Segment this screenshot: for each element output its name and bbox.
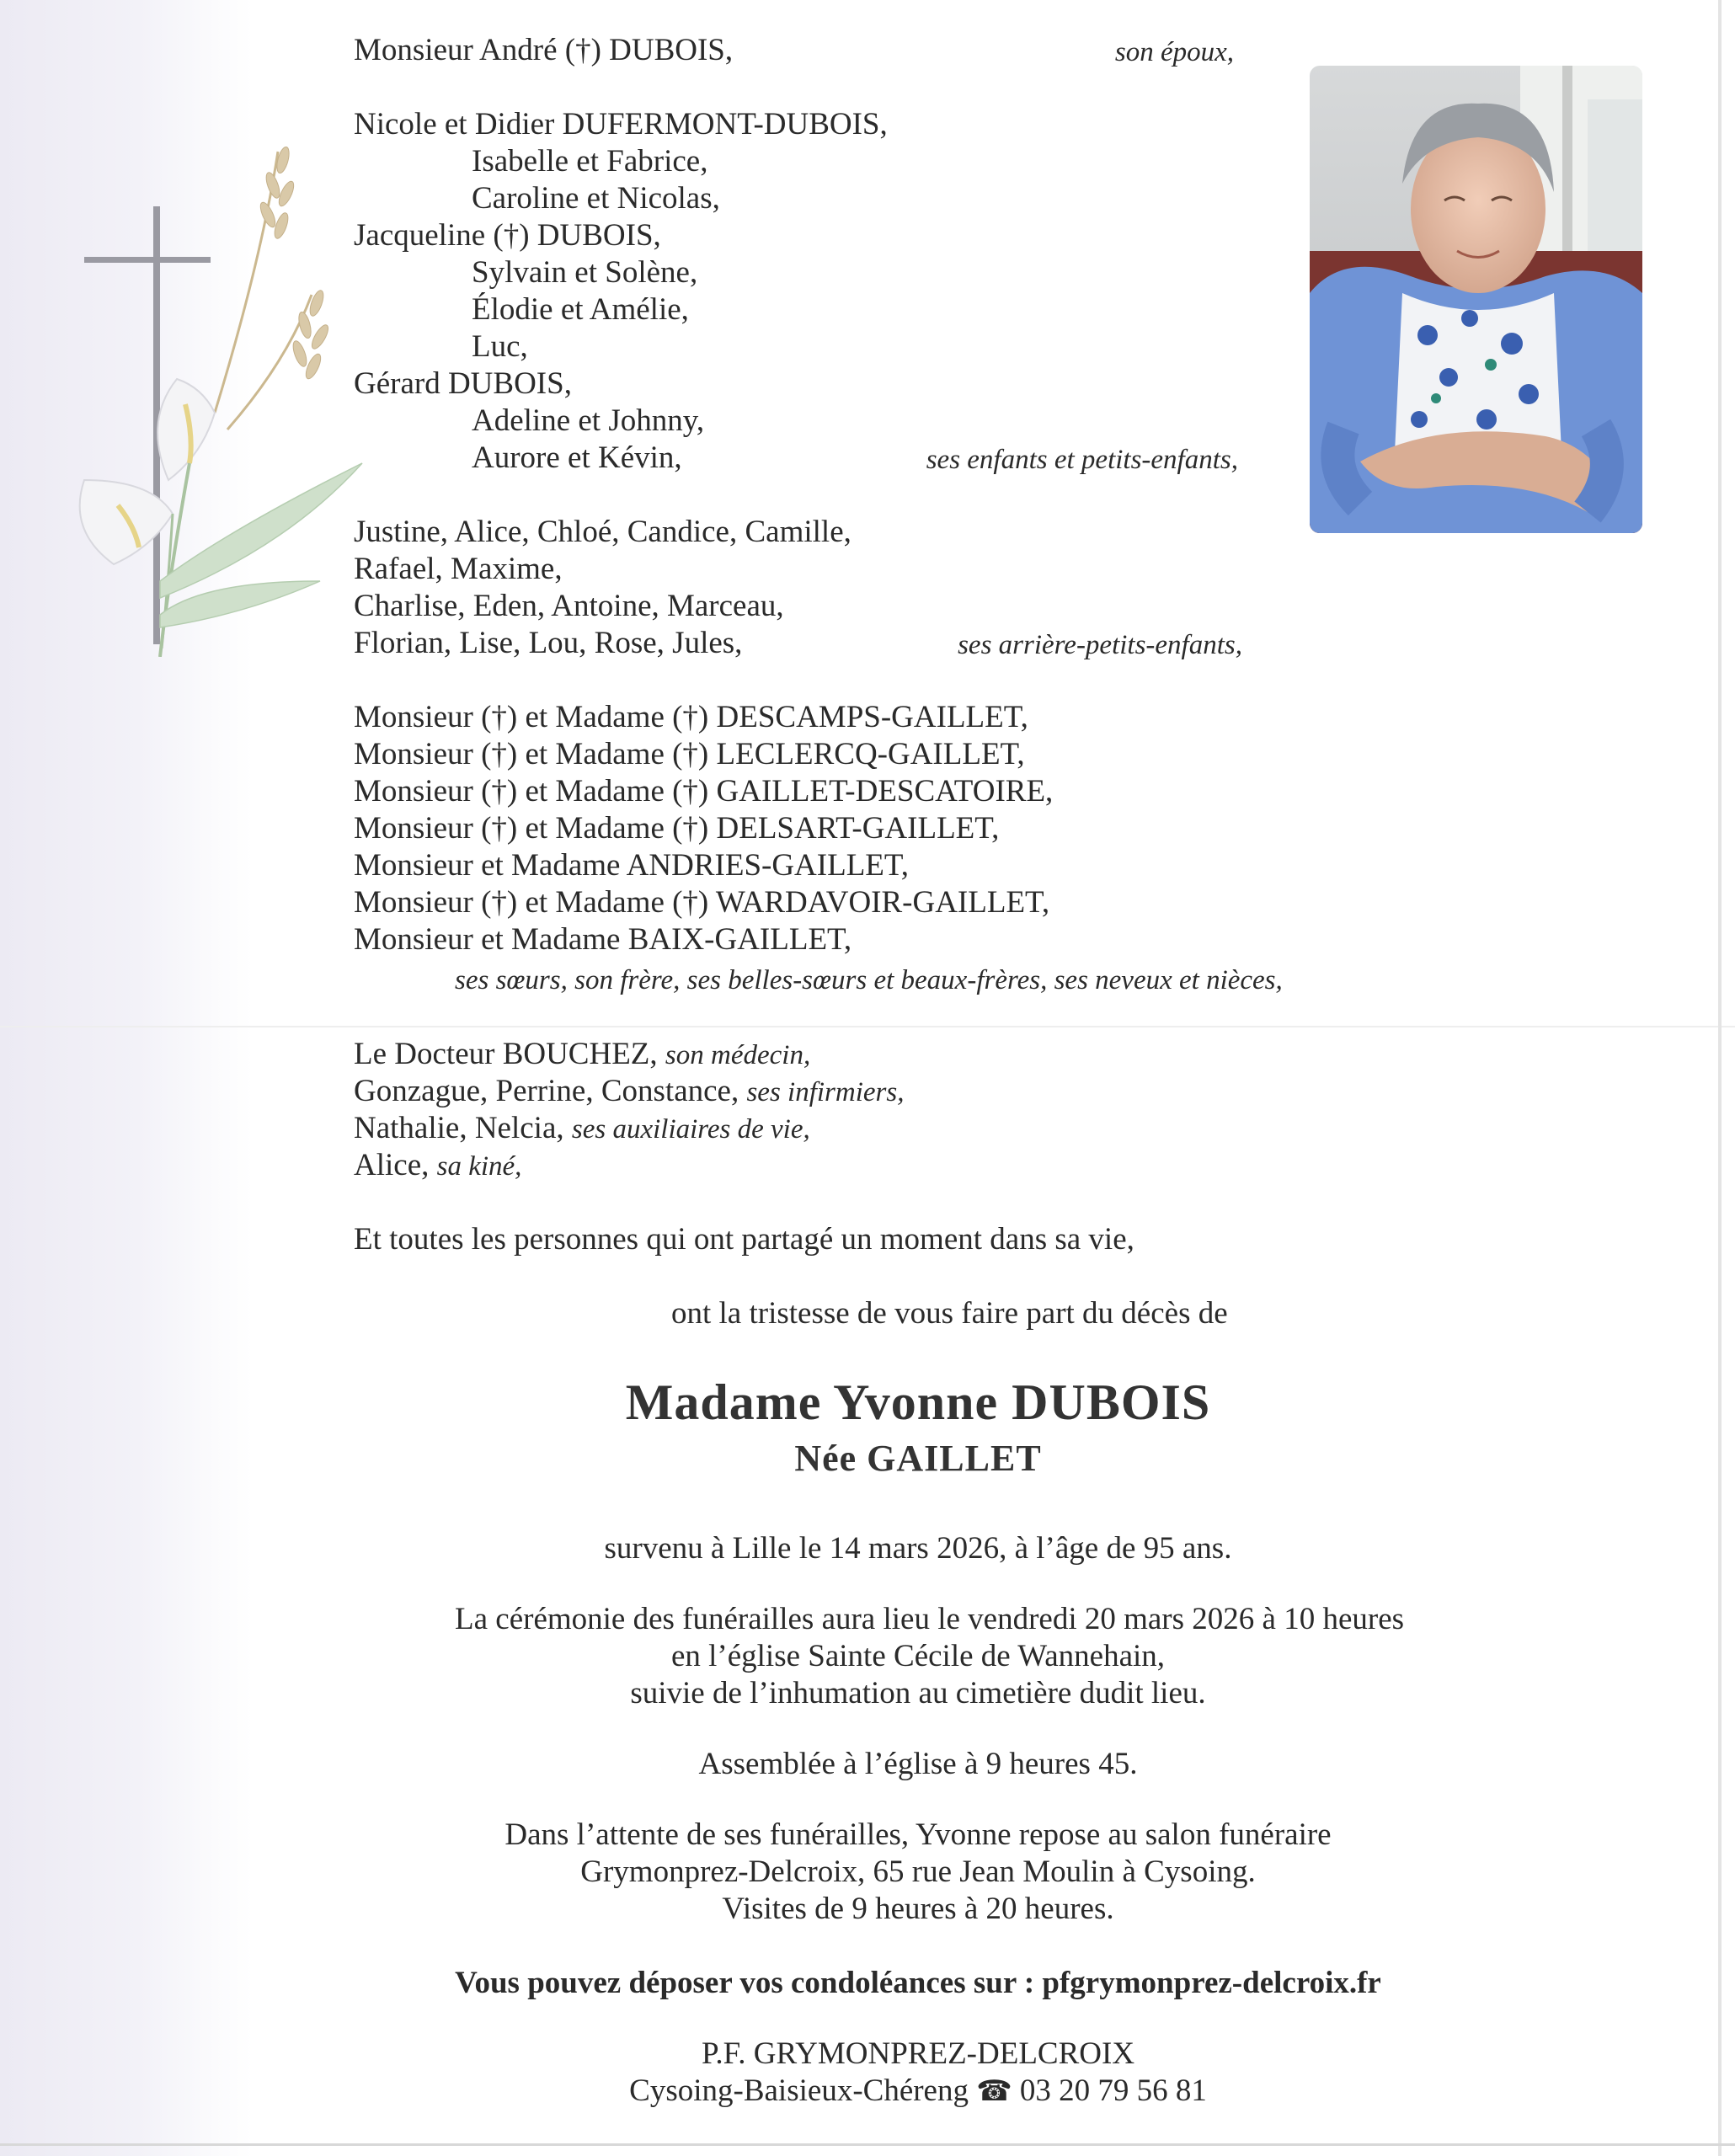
portrait-photo xyxy=(1310,66,1642,533)
ceremony-line: en l’église Sainte Cécile de Wannehain, xyxy=(670,1639,1166,1673)
great-grandchildren-line: Justine, Alice, Chloé, Candice, Camille, xyxy=(354,515,851,549)
ceremony-line: La cérémonie des funérailles aura lieu le vendredi 20 mars 2026 à 10 heures xyxy=(455,1602,1405,1636)
caregiver-name: Le Docteur BOUCHEZ, xyxy=(354,1037,658,1071)
family-line: Gérard DUBOIS, xyxy=(354,366,572,401)
family-line: Jacqueline (†) DUBOIS, xyxy=(354,218,661,253)
family-line: Caroline et Nicolas, xyxy=(472,181,720,216)
family-line: Adeline et Johnny, xyxy=(472,403,705,438)
caregiver-role: ses infirmiers, xyxy=(746,1077,905,1107)
great-grandchildren-line: Florian, Lise, Lou, Rose, Jules, xyxy=(354,626,743,660)
sibling-line: Monsieur (†) et Madame (†) DELSART-GAILLET, xyxy=(354,811,1000,846)
family-line: Luc, xyxy=(472,329,528,364)
ceremony-line: suivie de l’inhumation au cimetière dudit lieu. xyxy=(630,1676,1206,1710)
page-edge xyxy=(0,2143,1735,2146)
caregiver-line xyxy=(354,1036,810,1074)
sibling-line: Monsieur (†) et Madame (†) GAILLET-DESCATOIRE, xyxy=(354,774,1054,808)
sibling-line: Monsieur et Madame ANDRIES-GAILLET, xyxy=(354,848,910,883)
sibling-line: Monsieur (†) et Madame (†) DESCAMPS-GAILLET, xyxy=(354,700,1028,734)
caregiver-role: ses auxiliaires de vie, xyxy=(571,1114,810,1145)
spouse-role: son époux, xyxy=(1114,37,1234,67)
announcement: ont la tristesse de vous faire part du décès de xyxy=(671,1296,1228,1331)
spouse-name: Monsieur André (†) DUBOIS, xyxy=(354,33,734,67)
fold-line xyxy=(0,1026,1735,1027)
sibling-line: Monsieur (†) et Madame (†) WARDAVOIR-GAILLET, xyxy=(354,885,1050,920)
great-grandchildren-role: ses arrière-petits-enfants, xyxy=(958,630,1242,660)
family-line: Aurore et Kévin, xyxy=(472,440,682,475)
caregiver-name: Alice, xyxy=(354,1148,430,1182)
caregiver-line xyxy=(354,1073,904,1111)
great-grandchildren-line: Rafael, Maxime, xyxy=(354,552,563,586)
funeral-home-contact xyxy=(455,2073,1381,2110)
caregiver-line xyxy=(354,1110,810,1148)
death-info: survenu à Lille le 14 mars 2026, à l’âge de 95 ans. xyxy=(604,1531,1232,1566)
telephone-icon: ☎ xyxy=(976,2074,1012,2108)
cross-lily-decoration xyxy=(34,109,371,657)
family-line: Élodie et Amélie, xyxy=(472,292,689,327)
funeral-home-location: Cysoing-Baisieux-Chéreng xyxy=(629,2073,969,2108)
caregiver-name: Gonzague, Perrine, Constance, xyxy=(354,1074,739,1108)
assembly-info: Assemblée à l’église à 9 heures 45. xyxy=(698,1747,1138,1781)
rest-line: Grymonprez-Delcroix, 65 rue Jean Moulin à Cysoing. xyxy=(580,1854,1256,1889)
caregiver-role: sa kiné, xyxy=(436,1151,522,1182)
caregiver-line xyxy=(354,1147,521,1185)
leaf-icon xyxy=(160,463,362,627)
sibling-line: Monsieur et Madame BAIX-GAILLET, xyxy=(354,922,852,957)
condolences-notice: Vous pouvez déposer vos condoléances sur : pfgrymonprez-delcroix.fr xyxy=(455,1966,1381,2000)
family-line: Nicole et Didier DUFERMONT-DUBOIS, xyxy=(354,107,888,141)
others-line: Et toutes les personnes qui ont partagé un moment dans sa vie, xyxy=(354,1222,1134,1257)
rest-line: Dans l’attente de ses funérailles, Yvonne repose au salon funéraire xyxy=(504,1817,1332,1852)
funeral-home-phone: 03 20 79 56 81 xyxy=(1019,2073,1207,2108)
deceased-maiden-name: Née GAILLET xyxy=(794,1438,1042,1479)
page-edge xyxy=(1718,0,1722,2156)
great-grandchildren-line: Charlise, Eden, Antoine, Marceau, xyxy=(354,589,784,623)
rest-line: Visites de 9 heures à 20 heures. xyxy=(722,1892,1114,1926)
family-line: Sylvain et Solène, xyxy=(472,255,698,290)
deceased-name: Madame Yvonne DUBOIS xyxy=(625,1374,1211,1430)
funeral-home-name: P.F. GRYMONPREZ-DELCROIX xyxy=(701,2036,1135,2071)
children-role: ses enfants et petits-enfants, xyxy=(926,445,1238,475)
sibling-line: Monsieur (†) et Madame (†) LECLERCQ-GAILLET, xyxy=(354,737,1025,771)
caregiver-role: son médecin, xyxy=(665,1040,811,1070)
siblings-role: ses sœurs, son frère, ses belles-sœurs et beaux-frères, ses neveux et nièces, xyxy=(455,965,1283,995)
wheat-icon xyxy=(215,146,331,430)
family-line: Isabelle et Fabrice, xyxy=(472,144,708,179)
caregiver-name: Nathalie, Nelcia, xyxy=(354,1111,564,1145)
